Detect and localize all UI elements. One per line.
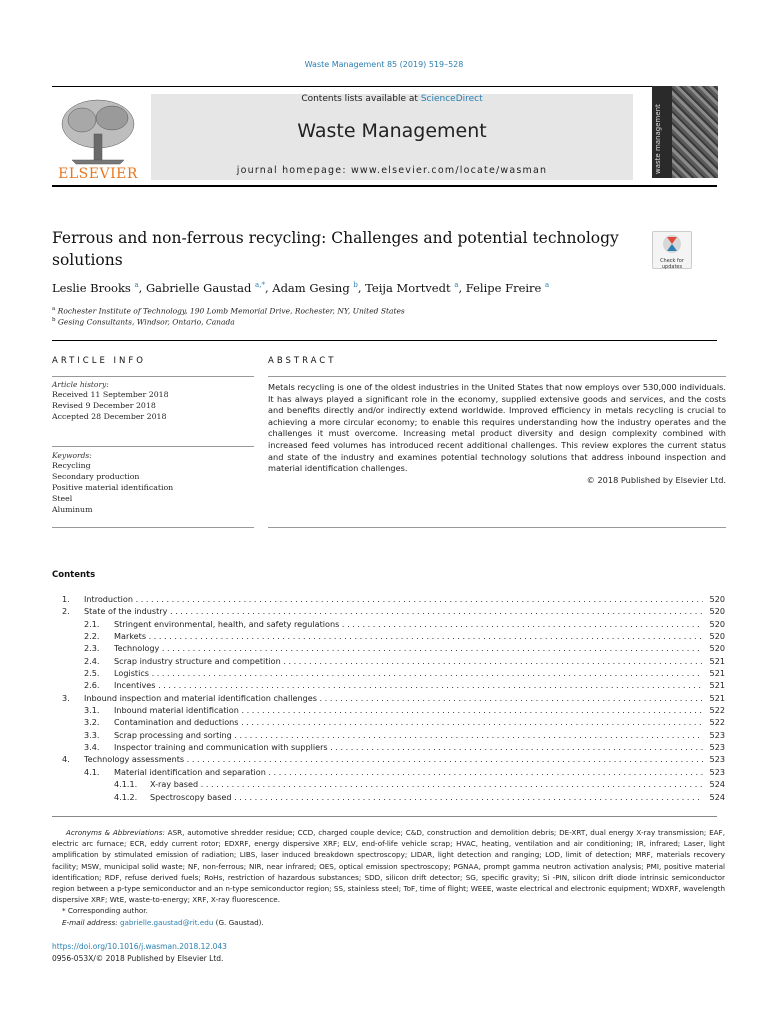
toc-number: 4.1. xyxy=(84,766,100,777)
toc-title[interactable]: Incentives . . . xyxy=(114,679,703,691)
toc-title[interactable]: Contamination and deductions . . . xyxy=(114,716,703,728)
toc-title[interactable]: Logistics . . . xyxy=(114,667,703,679)
toc-number: 3.2. xyxy=(84,717,100,728)
table-of-contents xyxy=(52,593,725,803)
crossmark-icon xyxy=(661,234,683,254)
toc-title[interactable]: Markets . . . xyxy=(114,630,703,642)
toc-number: 1. xyxy=(62,594,70,604)
affiliation xyxy=(52,306,405,316)
keyword: Steel xyxy=(52,494,73,503)
footnote-rule xyxy=(52,816,717,817)
toc-title[interactable]: Technology . . . xyxy=(114,642,703,654)
toc-entry[interactable] xyxy=(52,593,725,605)
toc-title[interactable]: Stringent environmental, health, and safety regulations . . . xyxy=(114,618,703,630)
article-info-heading: ARTICLE INFO xyxy=(52,356,146,366)
toc-entry[interactable] xyxy=(52,692,725,704)
toc-entry[interactable] xyxy=(52,741,725,753)
corresponding-author: * Corresponding author. xyxy=(62,906,148,916)
author-affiliation-mark[interactable]: a xyxy=(454,281,459,290)
article-title: Ferrous and non-ferrous recycling: Challenges and potential technology solutions xyxy=(52,229,619,269)
publisher-logo-text: ELSEVIER xyxy=(58,166,138,182)
toc-number: 2.6. xyxy=(84,680,100,691)
email-label: E-mail address: xyxy=(62,917,118,927)
divider xyxy=(52,340,717,341)
toc-title[interactable]: Scrap industry structure and competition . . . xyxy=(114,655,703,667)
affiliation-mark: b xyxy=(52,317,56,323)
author-name: Gabrielle Gaustad xyxy=(145,281,252,295)
toc-page-number[interactable]: 521 xyxy=(709,680,725,691)
cover-text: waste management xyxy=(654,104,662,174)
toc-number: 4.1.2. xyxy=(114,791,138,802)
toc-title[interactable]: Inspector training and communication with suppliers . . . xyxy=(114,741,703,753)
toc-page-number[interactable]: 522 xyxy=(709,705,725,716)
toc-title[interactable]: Technology assessments . . . xyxy=(84,753,703,765)
toc-page-number[interactable]: 523 xyxy=(709,742,725,753)
affiliation-mark: a xyxy=(52,306,56,312)
journal-title[interactable]: Waste Management xyxy=(297,120,487,142)
journal-cover-spine[interactable] xyxy=(652,86,672,178)
divider xyxy=(52,527,254,528)
contents-heading: Contents xyxy=(52,570,96,580)
toc-page-number[interactable]: 521 xyxy=(709,692,725,703)
divider xyxy=(268,527,726,528)
toc-title[interactable]: Inbound inspection and material identification challenges . . . xyxy=(84,692,703,704)
toc-number: 3.4. xyxy=(84,742,100,753)
acronyms-footnote xyxy=(52,827,725,905)
toc-number: 3.1. xyxy=(84,705,100,716)
email-link[interactable]: gabrielle.gaustad@rit.edu xyxy=(119,917,214,927)
contents-available xyxy=(151,94,633,104)
divider xyxy=(52,446,254,447)
toc-page-number[interactable]: 523 xyxy=(709,754,725,765)
toc-title[interactable]: Introduction . . . xyxy=(84,593,703,605)
toc-title[interactable]: X-ray based . . . xyxy=(150,778,703,790)
toc-title[interactable]: Scrap processing and sorting . . . xyxy=(114,729,703,741)
author-list: Leslie Brooks $^a$, Gabrielle Gaustad $^{a,*}$, Adam Gesing $^b$, Teija Mortvedt $^a$, Felipe Freire $^a$ xyxy=(52,281,550,295)
doi-link[interactable]: https://doi.org/10.1016/j.wasman.2018.12.043 xyxy=(52,942,227,951)
toc-page-number[interactable]: 521 xyxy=(709,668,725,679)
toc-entry[interactable] xyxy=(52,753,725,765)
journal-homepage[interactable]: journal homepage: www.elsevier.com/locate/wasman xyxy=(236,165,548,176)
toc-entry[interactable] xyxy=(52,679,725,691)
footnotes xyxy=(52,827,725,928)
toc-entry[interactable] xyxy=(52,716,725,728)
toc-page-number[interactable]: 522 xyxy=(709,717,725,728)
divider xyxy=(52,376,254,377)
abstract-copyright: © 2018 Published by Elsevier Ltd. xyxy=(586,474,726,485)
toc-number: 3. xyxy=(62,692,70,703)
toc-page-number[interactable]: 520 xyxy=(709,631,725,642)
toc-number: 2.3. xyxy=(84,643,100,654)
toc-page-number[interactable]: 523 xyxy=(709,729,725,740)
toc-number: 4. xyxy=(62,754,70,765)
keyword: Positive material identification xyxy=(52,483,174,492)
toc-entry[interactable] xyxy=(52,605,725,617)
toc-title[interactable]: Material identification and separation . . . xyxy=(114,766,703,778)
toc-number: 2.4. xyxy=(84,655,100,666)
toc-entry[interactable] xyxy=(52,766,725,778)
toc-page-number[interactable]: 524 xyxy=(709,791,725,802)
acronyms-label: Acronyms & Abbreviations: xyxy=(65,828,165,837)
received-date: Received 11 September 2018 xyxy=(52,390,169,399)
abstract-text: Metals recycling is one of the oldest industries in the United States that now employs over 530,000 individuals. It has always played a significant role in the economy, supplied extensive goods and services, and the costs and benefits directly and/or indirectly extend worldwide. Improved efficiency in metals recycling is crucial to achieving a more circular economy; to enable this requires understanding how the industry operates and the challenges it must overcome. Increasing metal product diversity and design complexity combined with increased feed volumes has introduced recent additional challenges. This review explores the current status and state of the industry and examines potential technology solutions that address inbound inspection and material identification challenges. xyxy=(268,382,726,474)
toc-entry[interactable] xyxy=(52,642,725,654)
toc-page-number[interactable]: 521 xyxy=(709,655,725,666)
elsevier-logo[interactable] xyxy=(52,94,144,182)
contents-available-label: Contents lists available at xyxy=(301,94,421,104)
acronyms-text: ASR, automotive shredder residue; CCD, charged couple device; C&D, construction and demolition debris; DE-XRT, dual energy X-ray transmission; EAF, electric arc furnace; ECR, eddy current rotor; EDXRF, energy dispersive XRF; ELV, end-of-life vehicle scrap; HVAC, heating, ventilation and air conditioning; IR, infrared; Laser, light amplification by stimulated emission of radiation; LIBS, laser induced breakdown spectroscopy; LIDAR, light detection and ranging; LOD, limit of detection; MRF, materials recovery facility; MSW, municipal solid waste; NF, non-ferrous; NIR, near infrared; OES, optical emission spectroscopy; PGNAA, prompt gamma neutron activation analysis; PMI, positive material identification; RDF, refuse derived fuels; RoHs, restriction of hazardous substances; SDD, silicon drift detector; SG, specific gravity; Si -PIN, silicon drift diode intrinsic semiconductor region between a p-type semiconductor and an n-type semiconductor region; SS, stainless steel; ToF, time of flight; WEEE, waste electrical and electronic equipment; WDXRF, wavelength dispersive XRF; WtE, waste-to-energy; XRF, X-ray fluorescence. xyxy=(52,828,725,905)
toc-page-number[interactable]: 520 xyxy=(709,594,725,604)
keyword: Secondary production xyxy=(52,472,140,481)
journal-cover-image[interactable] xyxy=(672,86,718,178)
toc-entry[interactable] xyxy=(52,655,725,667)
toc-number: 2.2. xyxy=(84,631,100,642)
toc-title[interactable]: State of the industry . . . xyxy=(84,605,703,617)
affiliation-text: Rochester Institute of Technology, 190 Lomb Memorial Drive, Rochester, NY, United States xyxy=(57,306,405,316)
article-history xyxy=(52,380,254,422)
header-rule xyxy=(52,86,717,87)
abstract-heading: ABSTRACT xyxy=(268,356,337,366)
revised-date: Revised 9 December 2018 xyxy=(52,401,156,410)
header-bottom-rule xyxy=(52,185,717,187)
toc-title[interactable]: Spectroscopy based . . . xyxy=(150,791,703,803)
author-name: Adam Gesing xyxy=(272,281,350,295)
author-affiliation-mark[interactable]: a,* xyxy=(255,281,265,290)
history-label: Article history: xyxy=(52,380,109,389)
toc-entry[interactable] xyxy=(52,778,725,790)
toc-entry[interactable] xyxy=(52,667,725,679)
author-affiliation-mark[interactable]: b xyxy=(353,281,358,290)
toc-number: 2.5. xyxy=(84,668,100,679)
keywords-label: Keywords: xyxy=(52,451,92,460)
crossmark-button[interactable] xyxy=(652,231,692,269)
journal-citation[interactable]: Waste Management 85 (2019) 519–528 xyxy=(304,60,464,69)
abstract-body xyxy=(268,382,726,486)
toc-page-number[interactable]: 520 xyxy=(709,643,725,654)
author-name: Leslie Brooks xyxy=(52,281,131,295)
email-suffix: (G. Gaustad). xyxy=(215,917,264,927)
author-name: Teija Mortvedt xyxy=(365,281,451,295)
toc-page-number[interactable]: 524 xyxy=(709,779,725,790)
sciencedirect-link[interactable]: ScienceDirect xyxy=(420,94,483,104)
keywords xyxy=(52,451,254,515)
toc-entry[interactable] xyxy=(52,630,725,642)
author-affiliation-mark[interactable]: a xyxy=(545,281,550,290)
affiliation-text: Gesing Consultants, Windsor, Ontario, Canada xyxy=(57,317,235,327)
toc-page-number[interactable]: 520 xyxy=(709,618,725,629)
affiliation xyxy=(52,317,235,327)
toc-page-number[interactable]: 523 xyxy=(709,766,725,777)
toc-number: 3.3. xyxy=(84,729,100,740)
keyword: Recycling xyxy=(52,461,91,470)
issn-copyright: 0956-053X/© 2018 Published by Elsevier Ltd. xyxy=(52,954,224,963)
accepted-date: Accepted 28 December 2018 xyxy=(52,412,167,421)
toc-number: 2. xyxy=(62,606,70,617)
toc-entry[interactable] xyxy=(52,704,725,716)
author-name: Felipe Freire xyxy=(465,281,542,295)
toc-title[interactable]: Inbound material identification . . . xyxy=(114,704,703,716)
toc-entry[interactable] xyxy=(52,618,725,630)
toc-number: 2.1. xyxy=(84,618,100,629)
toc-number: 4.1.1. xyxy=(114,779,138,790)
author-affiliation-mark[interactable]: a xyxy=(134,281,139,290)
email-line xyxy=(52,917,725,928)
toc-entry[interactable] xyxy=(52,729,725,741)
divider xyxy=(268,376,726,377)
toc-page-number[interactable]: 520 xyxy=(709,606,725,617)
toc-entry[interactable] xyxy=(52,791,725,803)
keyword: Aluminum xyxy=(52,505,93,514)
crossmark-label: Check for updates xyxy=(660,258,684,270)
